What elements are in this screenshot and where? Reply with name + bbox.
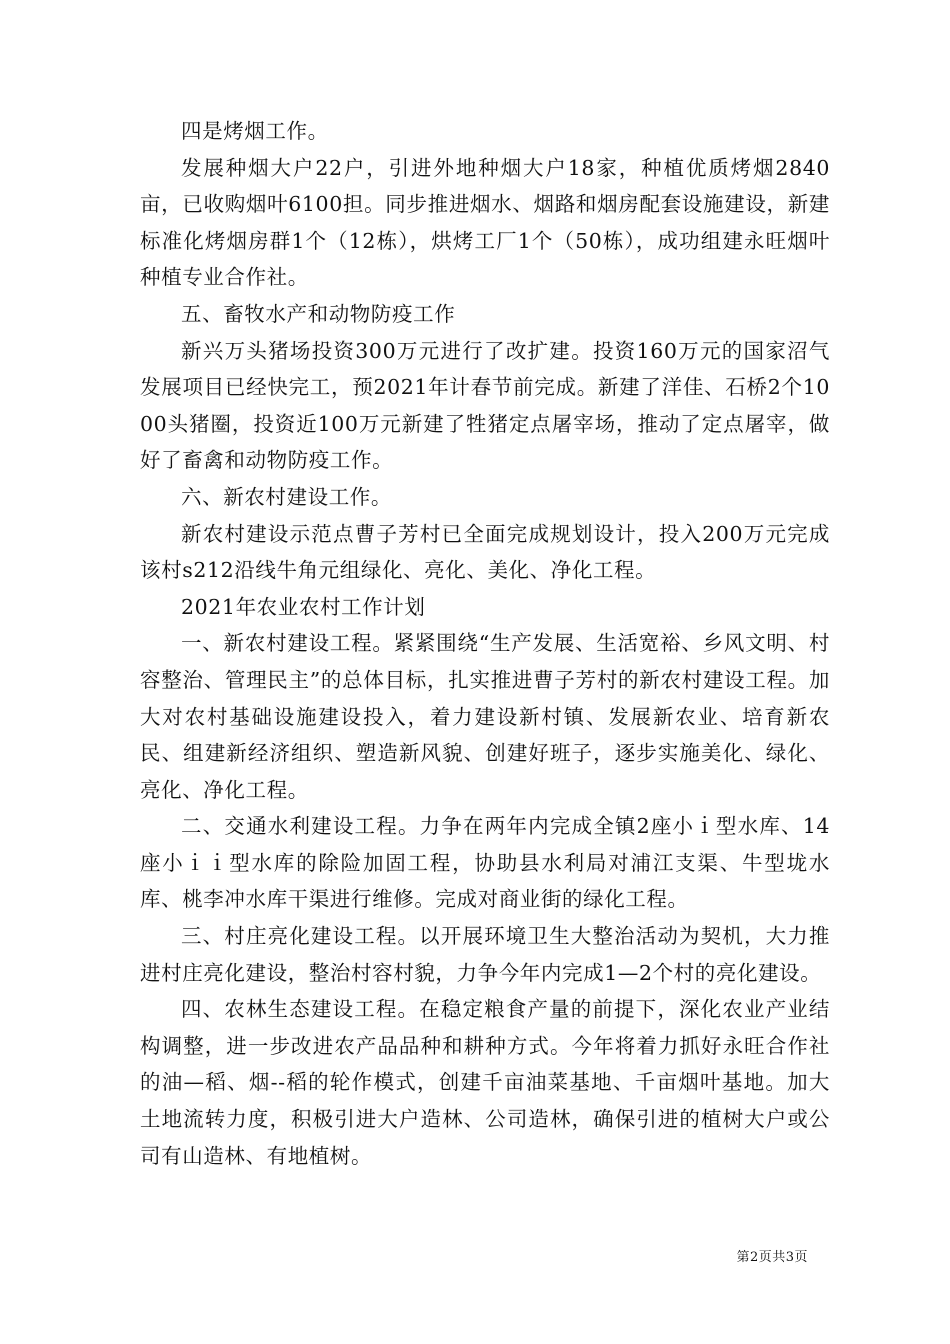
paragraph: 二、交通水利建设工程。力争在两年内完成全镇2座小ｉ型水库、14座小ｉｉ型水库的除险加固工程，协助县水利局对浦江支渠、牛型垅水库、桃李冲水库干渠进行维修。完成对商业街的绿化工程。 xyxy=(140,814,830,912)
page-number: 第2页共3页 xyxy=(736,1250,808,1265)
document-body xyxy=(140,113,830,1174)
paragraph: 五、畜牧水产和动物防疫工作 xyxy=(181,301,456,326)
paragraph: 一、新农村建设工程。紧紧围绕“生产发展、生活宽裕、乡风文明、村容整治、管理民主”的总体目标，扎实推进曹子芳村的新农村建设工程。加大对农村基础设施建设投入，着力建设新村镇、发展新农业、培育新农民、组建新经济组织、塑造新风貌、创建好班子，逐步实施美化、绿化、亮化、净化工程。 xyxy=(140,631,830,802)
paragraph: 四、农林生态建设工程。在稳定粮食产量的前提下，深化农业产业结构调整，进一步改进农产品品种和耕种方式。今年将着力抓好永旺合作社的油—稻、烟--稻的轮作模式，创建千亩油菜基地、千亩烟叶基地。加大土地流转力度，积极引进大户造林、公司造林，确保引进的植树大户或公司有山造林、有地植树。 xyxy=(140,997,830,1168)
paragraph: 2021年农业农村工作计划 xyxy=(181,594,426,619)
paragraph: 新兴万头猪场投资300万元进行了改扩建。投资160万元的国家沼气发展项目已经快完工，预2021年计春节前完成。新建了洋佳、石桥2个1000头猪圈，投资近100万元新建了牲猪定点屠宰场，推动了定点屠宰，做好了畜禽和动物防疫工作。 xyxy=(140,338,830,473)
paragraph: 新农村建设示范点曹子芳村已全面完成规划设计，投入200万元完成该村s212沿线牛角元组绿化、亮化、美化、净化工程。 xyxy=(140,521,830,583)
paragraph: 三、村庄亮化建设工程。以开展环境卫生大整治活动为契机，大力推进村庄亮化建设，整治村容村貌，力争今年内完成1—2个村的亮化建设。 xyxy=(140,924,830,985)
paragraph: 六、新农村建设工作。 xyxy=(181,484,392,509)
paragraph: 发展种烟大户22户，引进外地种烟大户18家，种植优质烤烟2840亩，已收购烟叶6100担。同步推进烟水、烟路和烟房配套设施建设，新建标准化烤烟房群1个（12栋），烘烤工厂1个（50栋），成功组建永旺烟叶种植专业合作社。 xyxy=(140,155,830,290)
paragraph: 四是烤烟工作。 xyxy=(181,119,329,143)
